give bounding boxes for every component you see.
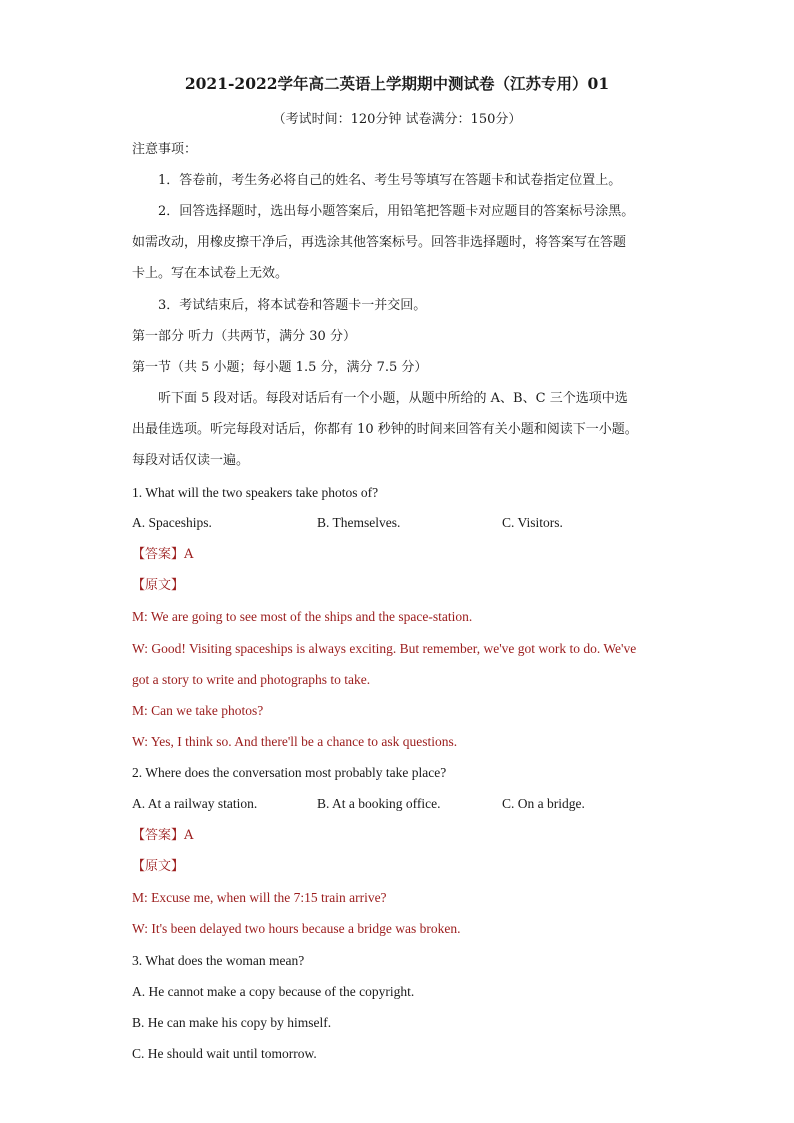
question-3-option-b: B. He can make his copy by himself. bbox=[132, 1015, 332, 1030]
part-heading: 第一部分 听力（共两节，满分 30 分） bbox=[132, 329, 356, 344]
question-2-stem: 2. Where does the conversation most probably take place? bbox=[132, 765, 447, 780]
question-2-option-b: B. At a booking office. bbox=[317, 796, 441, 811]
question-1-answer: 【答案】A bbox=[132, 547, 194, 562]
question-1-option-b: B. Themselves. bbox=[317, 515, 401, 530]
notice-item-2-line-1: 2．回答选择题时，选出每小题答案后，用铅笔把答题卡对应题目的答案标号涂黑。 bbox=[158, 204, 635, 219]
instructions-line-3: 每段对话仅读一遍。 bbox=[132, 453, 250, 468]
page-title: 2021-2022学年高二英语上学期期中测试卷（江苏专用）01 bbox=[184, 74, 610, 93]
question-1-script-line: W: Good! Visiting spaceships is always exciting. But remember, we've got work to do. We've bbox=[132, 641, 637, 656]
notice-item-3: 3．考试结束后，将本试卷和答题卡一并交回。 bbox=[158, 298, 427, 313]
question-1-stem: 1. What will the two speakers take photos of? bbox=[132, 485, 379, 500]
instructions-line-2: 出最佳选项。听完每段对话后，你都有 10 秒钟的时间来回答有关小题和阅读下一小题。 bbox=[132, 422, 638, 437]
question-3-stem: 3. What does the woman mean? bbox=[132, 953, 305, 968]
question-2-answer: 【答案】A bbox=[132, 828, 194, 843]
question-2-script-line: W: It's been delayed two hours because a bridge was broken. bbox=[132, 921, 461, 936]
notice-heading: 注意事项： bbox=[132, 142, 198, 157]
question-2-option-c: C. On a bridge. bbox=[502, 796, 585, 811]
notice-item-1: 1．答卷前，考生务必将自己的姓名、考生号等填写在答题卡和试卷指定位置上。 bbox=[158, 173, 622, 188]
notice-item-2-line-2: 如需改动，用橡皮擦干净后，再选涂其他答案标号。回答非选择题时，将答案写在答题 bbox=[132, 235, 627, 250]
question-2-option-a: A. At a railway station. bbox=[132, 796, 258, 811]
section-heading: 第一节（共 5 小题；每小题 1.5 分，满分 7.5 分） bbox=[132, 360, 428, 375]
exam-info: （考试时间：120分钟 试卷满分：150分） bbox=[272, 112, 522, 127]
question-3-option-c: C. He should wait until tomorrow. bbox=[132, 1046, 317, 1061]
question-1-option-c: C. Visitors. bbox=[502, 515, 563, 530]
question-1-script-label: 【原文】 bbox=[132, 578, 185, 593]
question-3-option-a: A. He cannot make a copy because of the copyright. bbox=[132, 984, 415, 999]
question-1-script-line: got a story to write and photographs to take. bbox=[132, 672, 371, 687]
question-2-script-line: M: Excuse me, when will the 7:15 train arrive? bbox=[132, 890, 387, 905]
question-1-option-a: A. Spaceships. bbox=[132, 515, 212, 530]
question-1-script-line: M: Can we take photos? bbox=[132, 703, 264, 718]
question-1-script-line: M: We are going to see most of the ships and the space-station. bbox=[132, 609, 473, 624]
question-1-script-line: W: Yes, I think so. And there'll be a chance to ask questions. bbox=[132, 734, 458, 749]
question-2-script-label: 【原文】 bbox=[132, 859, 185, 874]
notice-item-2-line-3: 卡上。写在本试卷上无效。 bbox=[132, 266, 289, 281]
instructions-line-1: 听下面 5 段对话。每段对话后有一个小题，从题中所给的 A、B、C 三个选项中选 bbox=[158, 391, 628, 406]
